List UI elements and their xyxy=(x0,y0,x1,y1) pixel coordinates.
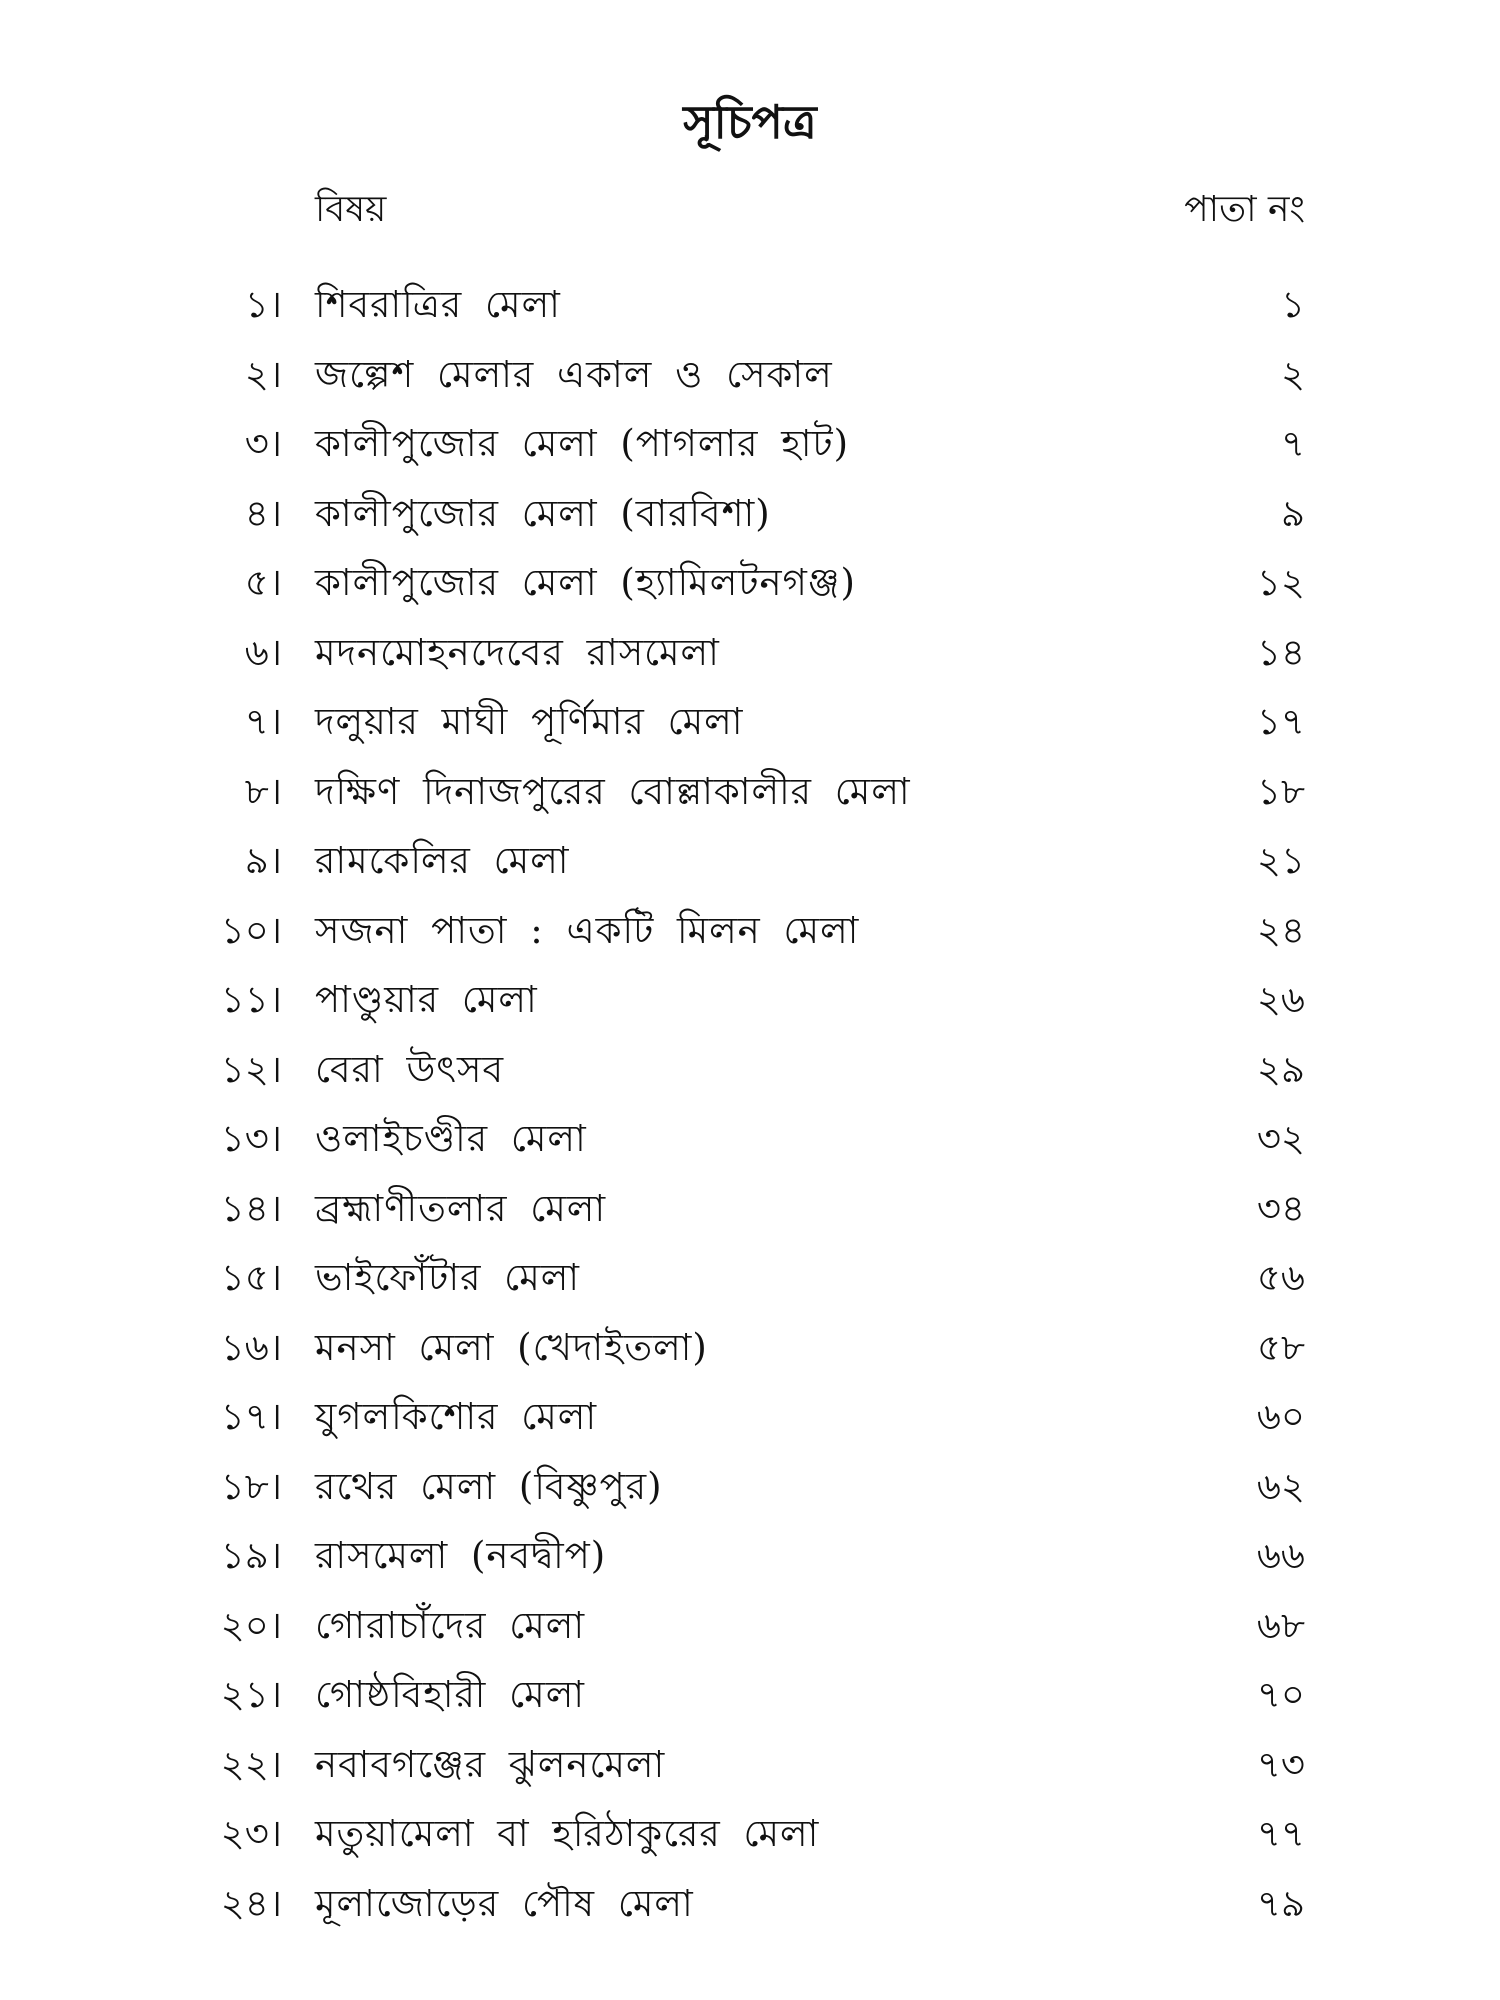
toc-entry xyxy=(0,340,1500,410)
toc-entry xyxy=(0,409,1500,479)
entry-subject: রামকেলির মেলা xyxy=(315,839,570,882)
entry-subject: সজনা পাতা : একটি মিলন মেলা xyxy=(315,908,860,952)
toc-entry xyxy=(0,1104,1500,1174)
entry-number: ১৫। xyxy=(220,1256,282,1299)
entry-subject: কালীপুজোর মেলা (পাগলার হাট) xyxy=(315,422,850,465)
page-title: সূচিপত্র xyxy=(683,95,817,149)
toc-entry xyxy=(0,826,1500,896)
entry-subject: যুগলকিশোর মেলা xyxy=(315,1395,598,1438)
entry-subject: বেরা উৎসব xyxy=(315,1047,505,1091)
entry-subject: ব্রহ্মাণীতলার মেলা xyxy=(315,1186,607,1230)
entry-page-number: ৫৮ xyxy=(1256,1325,1305,1369)
toc-entry xyxy=(0,1174,1500,1244)
entry-page-number: ২৪ xyxy=(1256,908,1305,952)
entry-page-number: ২ xyxy=(1280,352,1305,396)
entry-page-number: ৭৯ xyxy=(1256,1881,1305,1925)
entry-page-number: ৭০ xyxy=(1256,1673,1305,1716)
entry-number: ৮। xyxy=(244,769,282,813)
entry-page-number: ৭৭ xyxy=(1256,1812,1305,1855)
entry-number: ২। xyxy=(244,352,282,396)
toc-entry xyxy=(0,1313,1500,1383)
entry-subject: মূলাজোড়ের পৌষ মেলা xyxy=(315,1881,694,1925)
entry-subject: কালীপুজোর মেলা (হ্যামিলটনগঞ্জ) xyxy=(315,561,856,604)
entry-page-number: ৩৪ xyxy=(1256,1186,1305,1230)
toc-entry xyxy=(0,1035,1500,1105)
entry-number: ১৮। xyxy=(220,1464,282,1508)
entry-page-number: ৭ xyxy=(1280,422,1305,465)
entry-page-number: ৬৮ xyxy=(1256,1603,1305,1647)
entry-subject: শিবরাত্রির মেলা xyxy=(315,283,561,326)
entry-number: ২৪। xyxy=(220,1881,282,1925)
entry-subject: নবাবগঞ্জের ঝুলনমেলা xyxy=(315,1742,666,1786)
entry-number: ২২। xyxy=(220,1742,282,1786)
toc-entry xyxy=(0,1243,1500,1313)
entry-page-number: ১৭ xyxy=(1256,700,1305,743)
toc-entry xyxy=(0,1382,1500,1452)
entry-number: ১৬। xyxy=(220,1325,282,1369)
entry-number: ১। xyxy=(244,283,282,326)
entry-subject: মনসা মেলা (খেদাইতলা) xyxy=(315,1325,708,1369)
toc-entry xyxy=(0,270,1500,340)
entry-subject: ভাইফোঁটার মেলা xyxy=(315,1256,581,1299)
entry-page-number: ১৪ xyxy=(1256,630,1305,674)
entry-number: ১৯। xyxy=(220,1534,282,1577)
entry-subject: পাণ্ডুয়ার মেলা xyxy=(315,978,538,1021)
entry-number: ২০। xyxy=(220,1603,282,1647)
entry-subject: দক্ষিণ দিনাজপুরের বোল্লাকালীর মেলা xyxy=(315,769,911,813)
entry-page-number: ৭৩ xyxy=(1256,1742,1305,1786)
entry-number: ৬। xyxy=(244,630,282,674)
entry-number: ২১। xyxy=(220,1673,282,1716)
entry-subject: রাসমেলা (নবদ্বীপ) xyxy=(315,1534,607,1577)
toc-entry xyxy=(0,618,1500,688)
entry-subject: দলুয়ার মাঘী পূর্ণিমার মেলা xyxy=(315,700,744,743)
entry-subject: গোষ্ঠবিহারী মেলা xyxy=(315,1673,585,1716)
entry-number: ৯। xyxy=(244,839,282,882)
entry-number: ১০। xyxy=(220,908,282,952)
entry-number: ৫। xyxy=(244,561,282,604)
entry-page-number: ২১ xyxy=(1256,839,1305,882)
entry-page-number: ১ xyxy=(1280,283,1305,326)
toc-entry xyxy=(0,1591,1500,1661)
toc-entry xyxy=(0,687,1500,757)
entry-page-number: ১২ xyxy=(1256,561,1305,604)
entry-number: ১২। xyxy=(220,1047,282,1091)
entry-number: ৩। xyxy=(244,422,282,465)
toc-entry xyxy=(0,757,1500,827)
column-header-page-number: পাতা নং xyxy=(1184,189,1305,230)
entry-number: ৭। xyxy=(244,700,282,743)
entry-page-number: ২৯ xyxy=(1256,1047,1305,1091)
entry-page-number: ৫৬ xyxy=(1256,1256,1305,1299)
toc-entry xyxy=(0,548,1500,618)
entry-number: ২৩। xyxy=(220,1812,282,1855)
entry-page-number: ২৬ xyxy=(1256,978,1305,1021)
entry-page-number: ৩২ xyxy=(1256,1117,1305,1160)
toc-entry xyxy=(0,1660,1500,1730)
toc-entry xyxy=(0,1730,1500,1800)
entry-page-number: ১৮ xyxy=(1256,769,1305,813)
toc-entry xyxy=(0,1799,1500,1869)
toc-entry xyxy=(0,1452,1500,1522)
entry-subject: কালীপুজোর মেলা (বারবিশা) xyxy=(315,491,771,535)
toc-entry xyxy=(0,1869,1500,1939)
entry-number: ১৭। xyxy=(220,1395,282,1438)
entry-page-number: ৬২ xyxy=(1256,1464,1305,1508)
entry-page-number: ৬৬ xyxy=(1256,1534,1305,1577)
toc-entry xyxy=(0,965,1500,1035)
toc-entry xyxy=(0,1521,1500,1591)
entry-subject: ওলাইচণ্ডীর মেলা xyxy=(315,1117,587,1160)
entry-page-number: ৬০ xyxy=(1256,1395,1305,1438)
entry-subject: মতুয়ামেলা বা হরিঠাকুরের মেলা xyxy=(315,1812,820,1855)
table-of-contents xyxy=(0,270,1500,1938)
entry-page-number: ৯ xyxy=(1280,491,1305,535)
entry-number: ১৩। xyxy=(220,1117,282,1160)
column-header-subject: বিষয় xyxy=(315,189,387,230)
entry-subject: জল্পেশ মেলার একাল ও সেকাল xyxy=(315,352,833,396)
entry-subject: মদনমোহনদেবের রাসমেলা xyxy=(315,630,720,674)
entry-subject: রথের মেলা (বিষ্ণুপুর) xyxy=(315,1464,663,1508)
entry-number: ১১। xyxy=(220,978,282,1021)
entry-number: ৪। xyxy=(244,491,282,535)
entry-number: ১৪। xyxy=(220,1186,282,1230)
entry-subject: গোরাচাঁদের মেলা xyxy=(315,1603,586,1647)
toc-entry xyxy=(0,479,1500,549)
toc-entry xyxy=(0,896,1500,966)
